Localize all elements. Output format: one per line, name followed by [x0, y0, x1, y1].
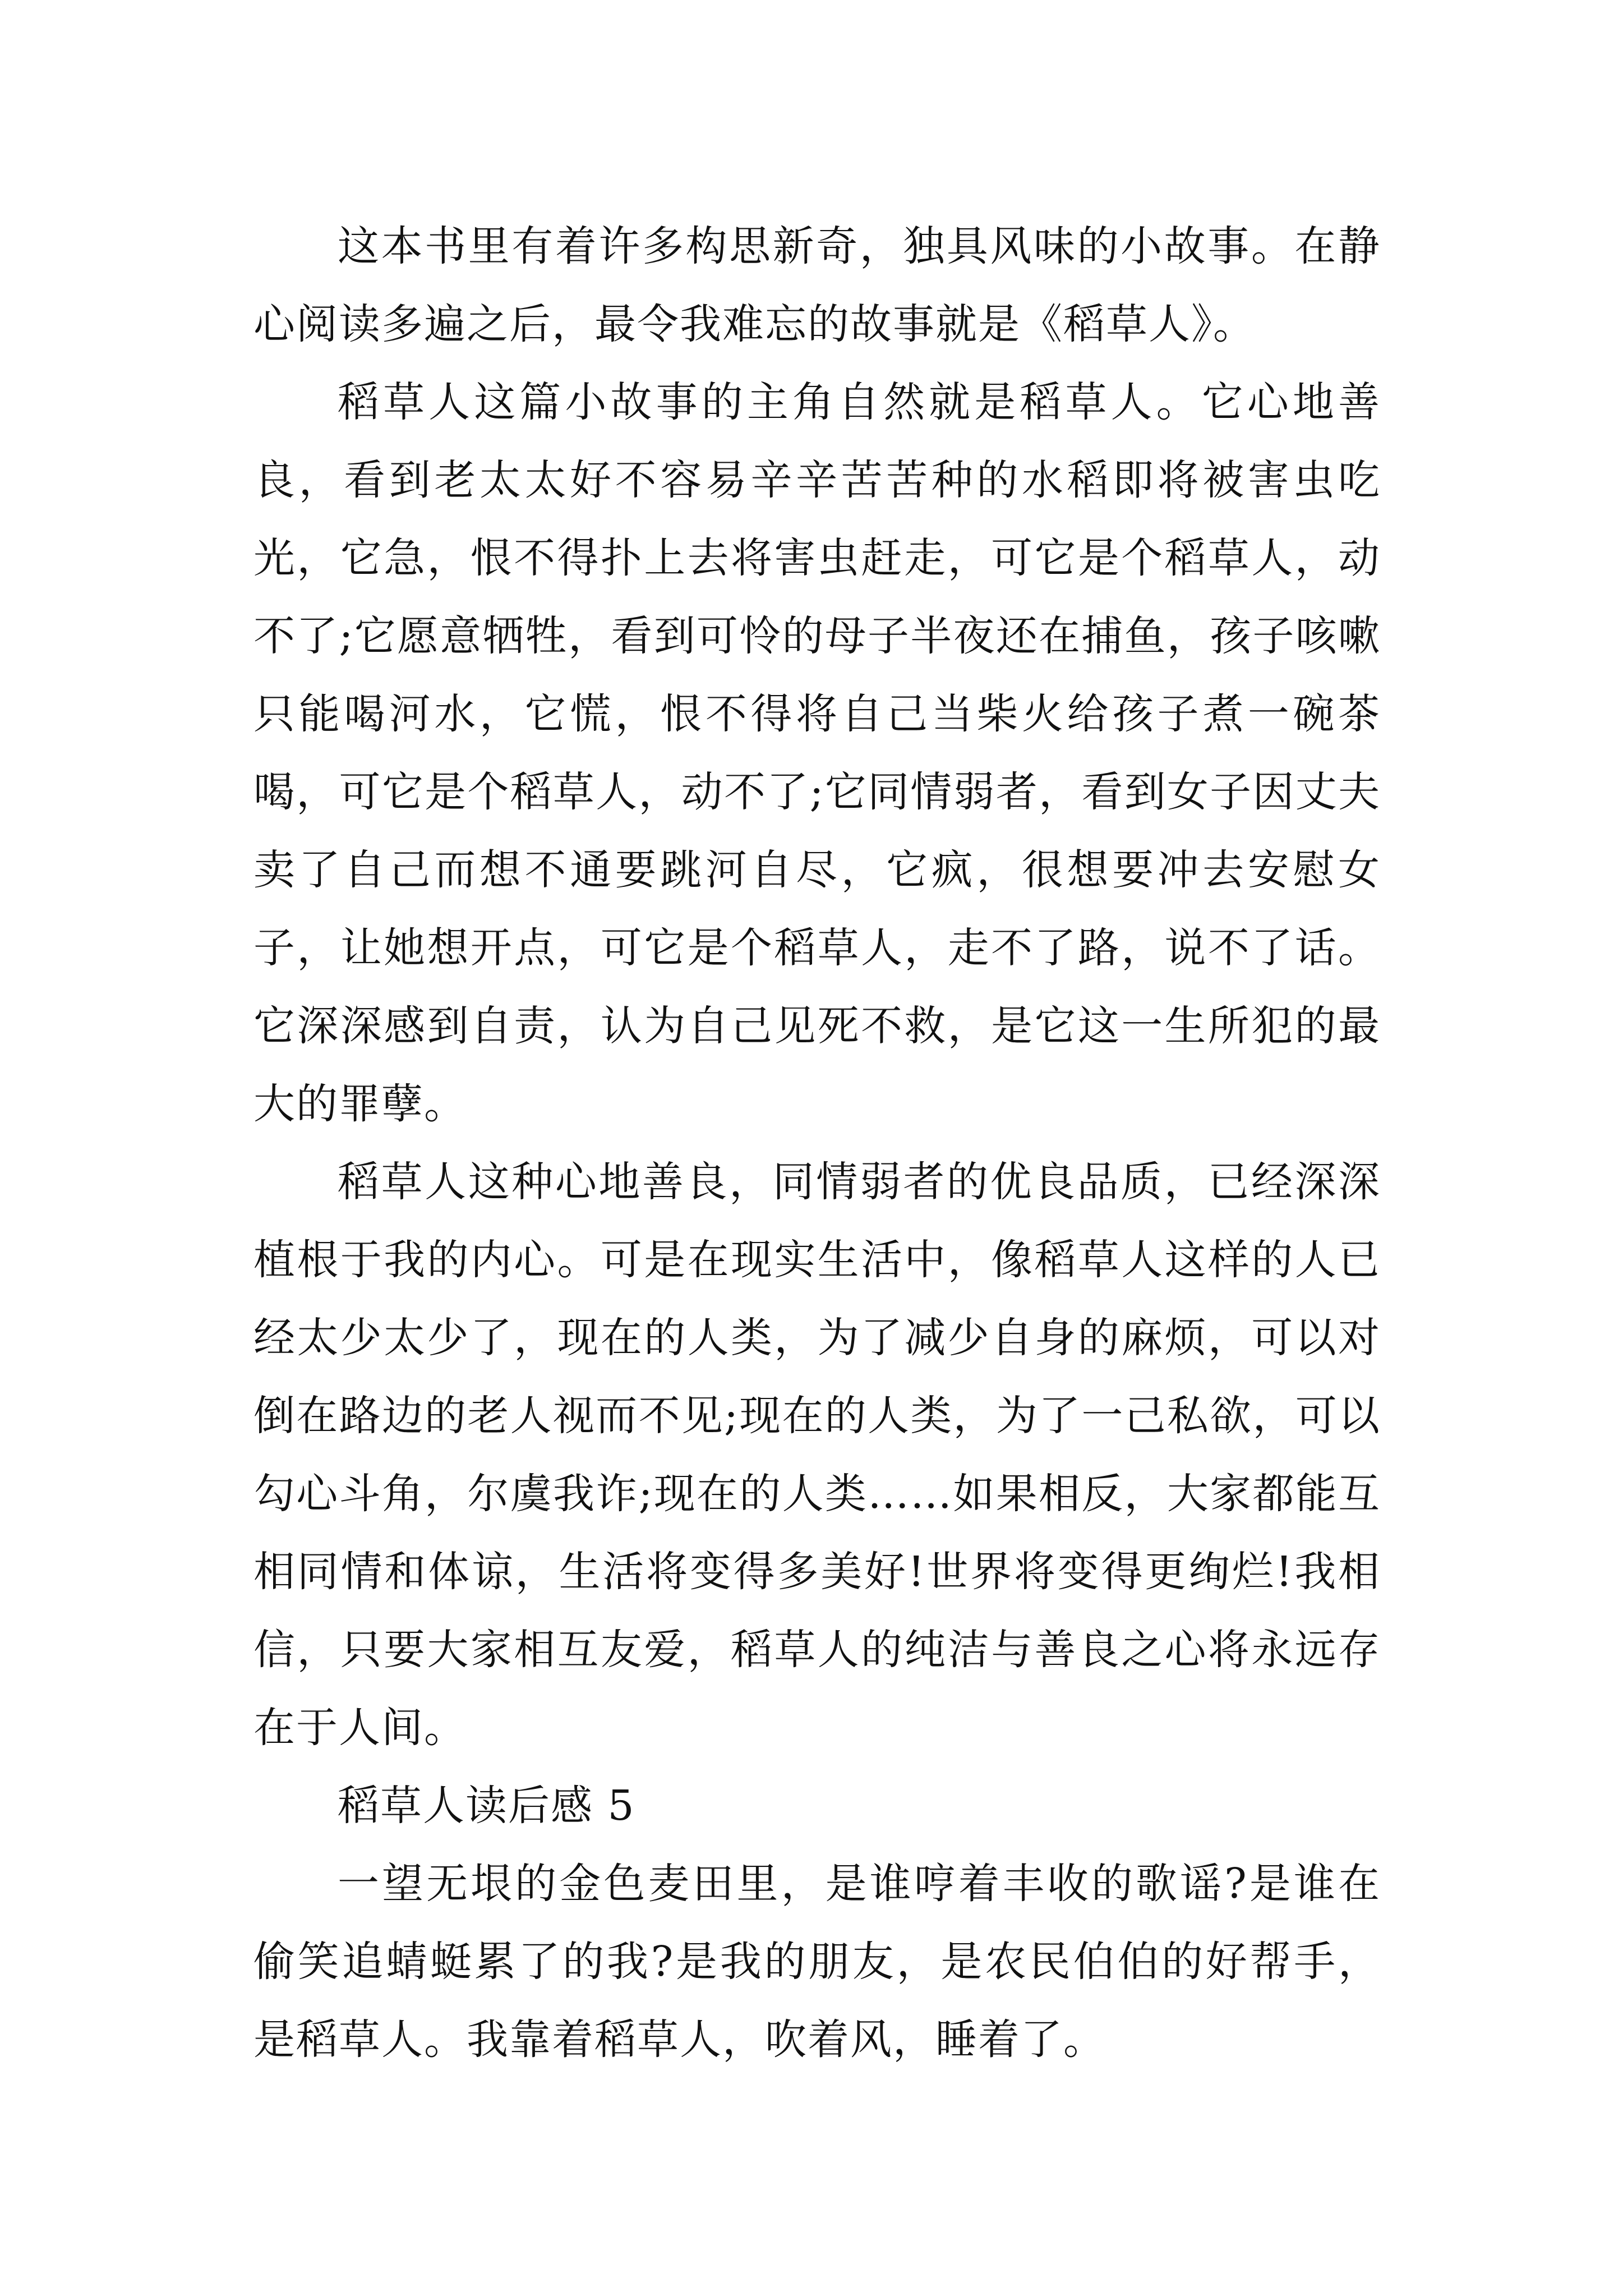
paragraph-reflection: 稻草人这种心地善良，同情弱者的优良品质，已经深深植根于我的内心。可是在现实生活中，像稻草人这样的人已经太少太少了，现在的人类，为了减少自身的麻烦，可以对倒在路边的老人视而不见;现在的人类，为了一己私欲，可以勾心斗角，尔虞我诈;现在的人类……如果相反，大家都能互相同情和体谅，生活将变得多美好!世界将变得更绚烂!我相信，只要大家相互友爱，稻草人的纯洁与善良之心将永远存在于人间。	[253, 1158, 1381, 1752]
section-heading: 稻草人读后感 5	[338, 1782, 635, 1830]
paragraph-scarecrow-story: 稻草人这篇小故事的主角自然就是稻草人。它心地善良，看到老太太好不容易辛辛苦苦种的水稻即将被害虫吃光，它急，恨不得扑上去将害虫赶走，可它是个稻草人，动不了;它愿意牺牲，看到可怜的母子半夜还在捕鱼，孩子咳嗽只能喝河水，它慌，恨不得将自己当柴火给孩子煮一碗茶喝，可它是个稻草人，动不了;它同情弱者，看到女子因丈夫卖了自己而想不通要跳河自尽，它疯，很想要冲去安慰女子，让她想开点，可它是个稻草人，走不了路，说不了话。它深深感到自责，认为自己见死不救，是它这一生所犯的最大的罪孽。	[253, 378, 1381, 1128]
paragraph-intro: 这本书里有着许多构思新奇，独具风味的小故事。在静心阅读多遍之后，最令我难忘的故事就是《稻草人》。	[253, 222, 1381, 348]
paragraph-wheat-field: 一望无垠的金色麦田里，是谁哼着丰收的歌谣?是谁在偷笑追蜻蜓累了的我?是我的朋友，是农民伯伯的好帮手，是稻草人。我靠着稻草人，吹着风，睡着了。	[253, 1860, 1381, 2064]
document-body	[253, 208, 1381, 2079]
